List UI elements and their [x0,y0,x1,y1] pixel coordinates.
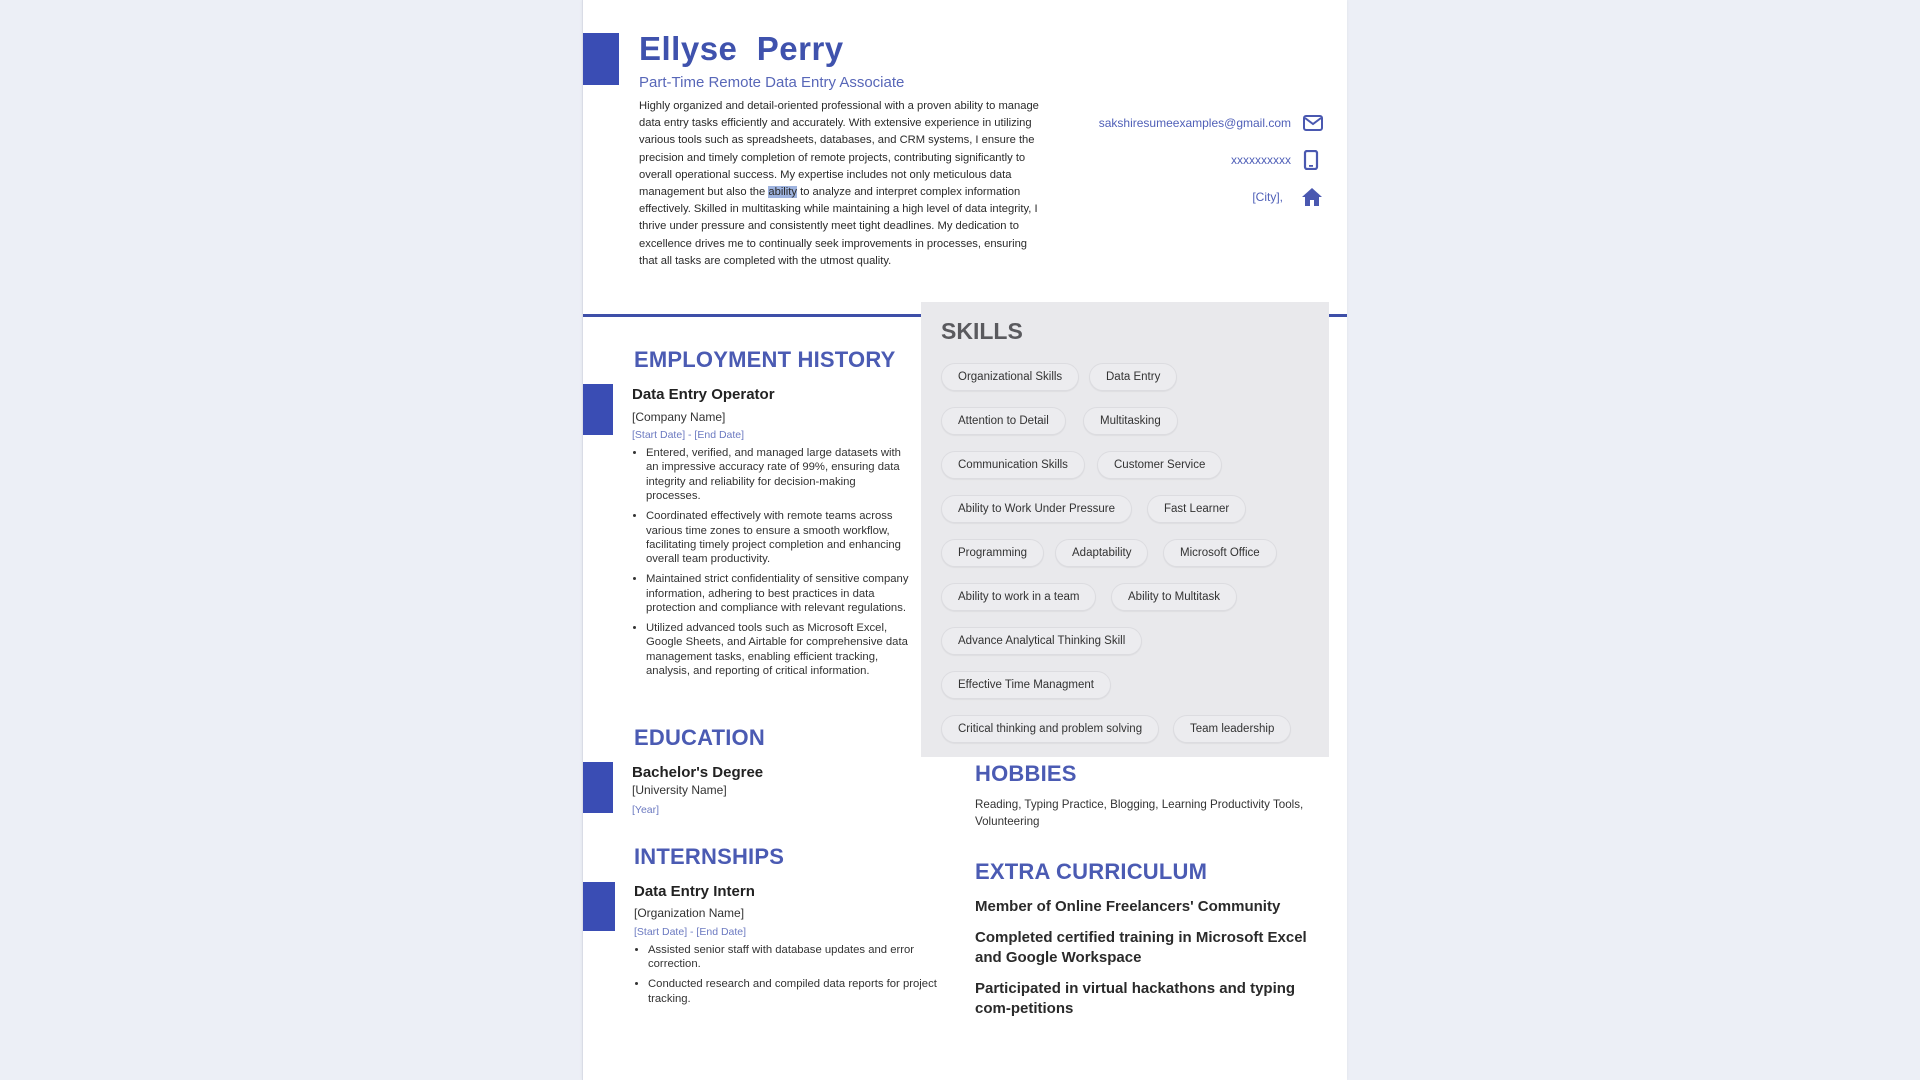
envelope-icon [1303,115,1323,131]
hobbies-heading: HOBBIES [975,761,1077,786]
profile-summary [639,98,1044,270]
phone-text: xxxxxxxxxx [1231,153,1291,167]
summary-highlighted-word: ability [768,186,797,199]
contact-email[interactable] [1099,115,1323,131]
internship-dates: [Start Date] - [End Date] [634,926,747,938]
skill-tag: Ability to Multitask [1111,583,1237,611]
bullet-item: • Conducted research and compiled data reports for project tracking. [648,977,938,1006]
skill-tag: Attention to Detail [941,407,1066,435]
header-accent-bar [583,33,619,85]
extra-item: Participated in virtual hackathons and typing com-petitions [975,980,1296,1017]
employment-heading: EMPLOYMENT HISTORY [634,347,896,372]
internships-accent-bar [583,882,615,931]
hobbies-text: Reading, Typing Practice, Blogging, Learning Productivity Tools, Volunteering [975,798,1304,828]
skill-tag: Ability to Work Under Pressure [941,495,1132,523]
skill-tag: Fast Learner [1147,495,1246,523]
skill-tag: Advance Analytical Thinking Skill [941,627,1142,655]
extra-item: Completed certified training in Microsoft Excel and Google Workspace [975,929,1307,966]
job-title: Data Entry Operator [632,386,775,403]
education-accent-bar [583,762,613,813]
education-heading: EDUCATION [634,725,765,750]
bullet-item: • Maintained strict confidentiality of sensitive company information, adhering to best practices in data protection and compliance with relevant regulations. [646,572,912,615]
candidate-name: Ellyse Perry [639,30,844,67]
skill-tag: Communication Skills [941,451,1085,479]
skills-panel [921,302,1329,757]
skills-heading: SKILLS [941,318,1023,344]
skill-tag: Programming [941,539,1044,567]
resume-page [582,0,1347,1080]
employment-accent-bar [583,384,613,435]
bullet-item: • Utilized advanced tools such as Microsoft Excel, Google Sheets, and Airtable for comprehensive data management tasks, enabling efficient tracking, analysis, and reporting of critical information. [646,621,912,679]
email-text[interactable]: sakshiresumeexamples@gmail.com [1098,116,1291,130]
company-name: [Company Name] [632,410,726,424]
home-icon [1301,187,1323,207]
skill-tag: Adaptability [1055,539,1148,567]
skill-tag: Team leadership [1173,715,1291,743]
bullet-item: • Entered, verified, and managed large datasets with an impressive accuracy rate of 99%, ensuring data integrity and reliability for decision-making processes. [646,446,912,504]
skill-tag: Customer Service [1097,451,1222,479]
degree-title: Bachelor's Degree [632,764,764,781]
bullet-item: • Assisted senior staff with database updates and error correction. [648,943,938,972]
skill-tag: Effective Time Managment [941,671,1111,699]
summary-text-start: Highly organized and detail-oriented professional with a proven ability to manage data entry tasks efficiently and accurately. With extensive experience in utilizing various tools such as spreadsheets, databases, and CRM systems, I ensure the precision and timely completion of remote projects, contributing significantly to overall operational success. My expertise includes not only meticulous data management but also the [639,100,1039,199]
employment-bullets [632,446,912,684]
internships-heading: INTERNSHIPS [634,844,785,869]
employment-dates: [Start Date] - [End Date] [632,429,745,441]
phone-icon [1303,150,1319,170]
extra-item: Member of Online Freelancers' Community [975,898,1281,915]
organization-name: [Organization Name] [634,906,745,920]
education-year: [Year] [632,804,660,816]
extra-curriculum-heading: EXTRA CURRICULUM [975,859,1208,884]
contact-city [1252,187,1323,207]
bullet-item: • Coordinated effectively with remote teams across various time zones to ensure a smooth workflow, facilitating timely project completion and enhancing overall team productivity. [646,509,912,567]
city-text: [City], [1252,190,1283,204]
candidate-title: Part-Time Remote Data Entry Associate [639,74,905,91]
skill-tag: Organizational Skills [941,363,1079,391]
university-name: [University Name] [632,783,727,797]
summary-text-end: to analyze and interpret complex information effectively. Skilled in multitasking while maintaining a high level of data integrity, I thrive under pressure and consistently meet tight deadlines. My dedication to excellence drives me to continually seek improvements in processes, ensuring that all tasks are completed with the utmost quality. [639,186,1038,267]
internship-bullets [634,943,938,1012]
skill-tag: Ability to work in a team [941,583,1096,611]
intern-title: Data Entry Intern [634,883,755,900]
skill-tag: Critical thinking and problem solving [941,715,1159,743]
contact-phone [1231,150,1323,170]
skill-tag: Data Entry [1089,363,1177,391]
skill-tag: Microsoft Office [1163,539,1277,567]
skill-tag: Multitasking [1083,407,1178,435]
